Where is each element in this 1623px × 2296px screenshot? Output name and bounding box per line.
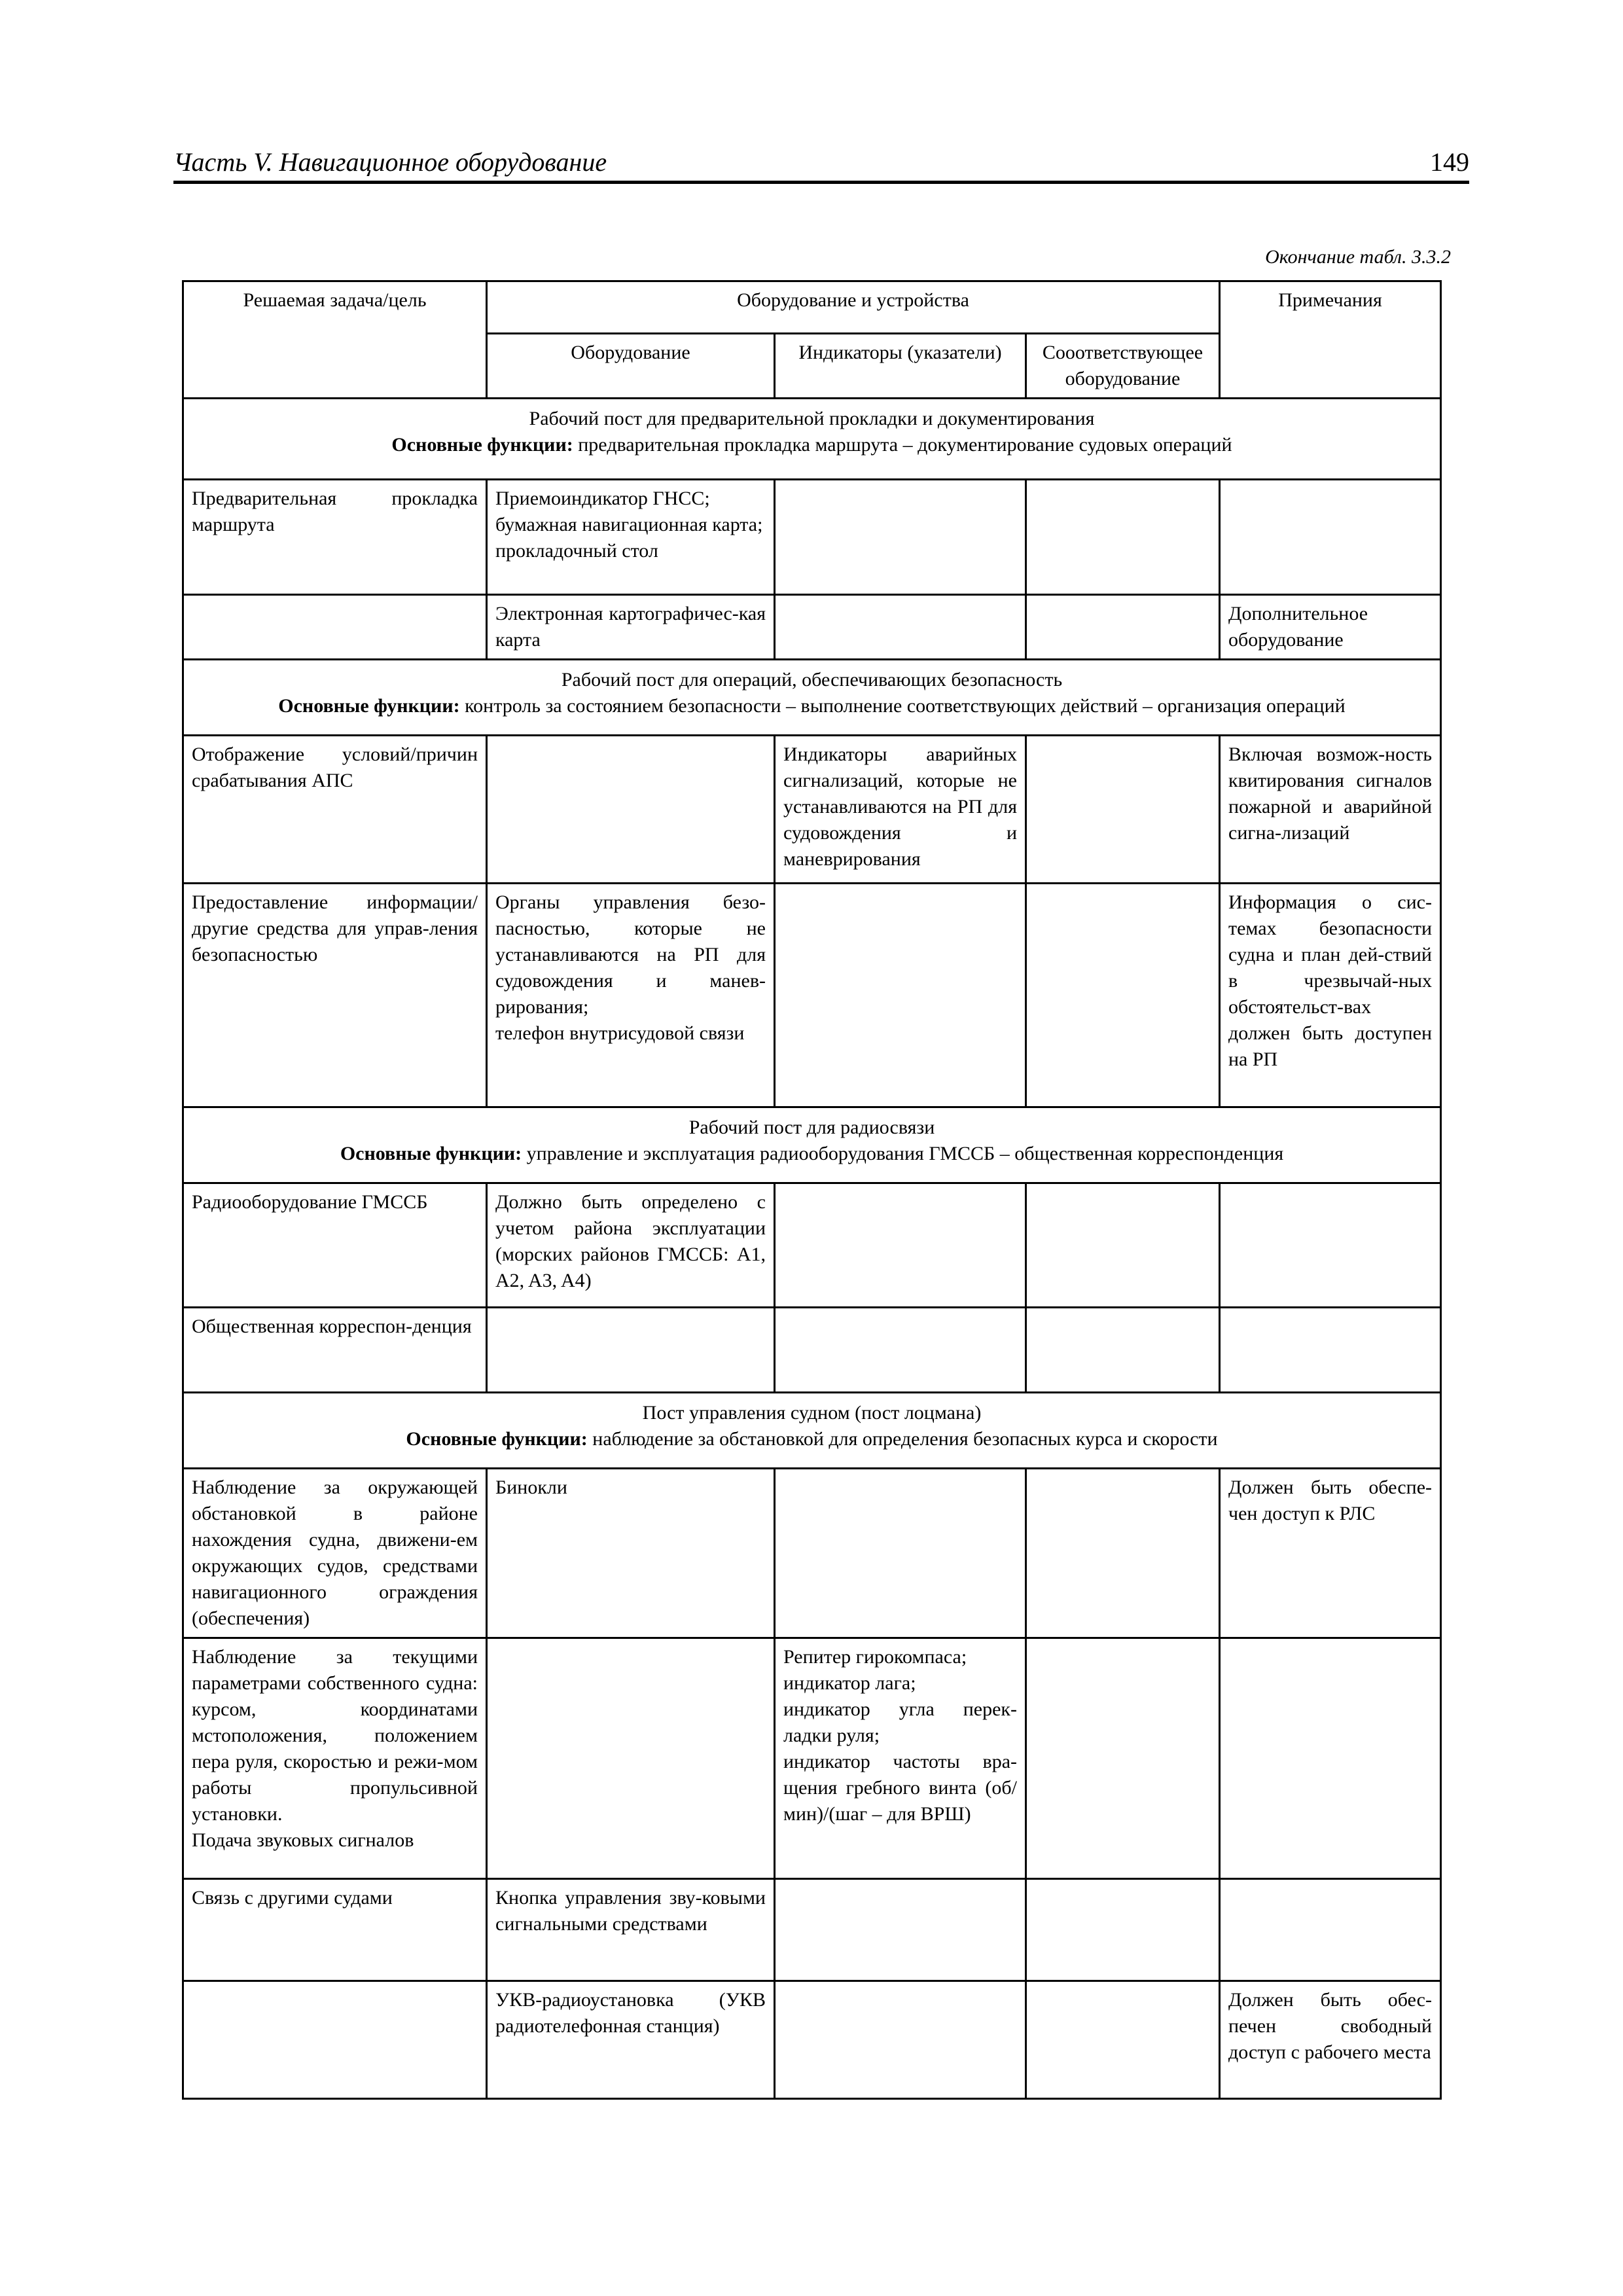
cell-indicators <box>775 480 1026 595</box>
section-header <box>183 660 1441 736</box>
section-title: Рабочий пост для предварительной прокладки и документирования <box>529 408 1095 429</box>
header-task: Решаемая задача/цель <box>183 281 487 399</box>
section-functions-label: Основные функции: <box>391 434 573 456</box>
section-functions-text: наблюдение за обстановкой для определения безопасных курса и скорости <box>592 1428 1218 1450</box>
cell-indicators <box>775 736 1026 884</box>
cell-related <box>1026 1879 1220 1981</box>
table-row <box>183 1308 1441 1393</box>
section-functions-text: предварительная прокладка маршрута – документирование судовых операций <box>578 434 1232 456</box>
section-header <box>183 1107 1441 1183</box>
cell-notes-text: Включая возмож-ность квитирования сигналов пожарной и аварийной сигна-лизаций <box>1228 744 1432 844</box>
cell-equipment <box>487 736 775 884</box>
section-title: Рабочий пост для операций, обеспечивающих безопасность <box>561 669 1063 691</box>
section-functions-text: управление и эксплуатация радиооборудования ГМССБ – общественная корреспонденция <box>526 1143 1284 1164</box>
cell-notes-text: Должен быть обеспе-чен доступ к РЛС <box>1228 1477 1432 1524</box>
cell-equipment <box>487 1879 775 1981</box>
section-title: Пост управления судном (пост лоцмана) <box>642 1402 982 1424</box>
section-functions-label: Основные функции: <box>406 1428 588 1450</box>
header-notes: Примечания <box>1220 281 1441 399</box>
cell-task-text: Предоставление информации/ другие средства для управ-ления безопасностью <box>192 891 478 965</box>
cell-related <box>1026 884 1220 1107</box>
table-row <box>183 1469 1441 1638</box>
cell-notes <box>1220 1469 1441 1638</box>
cell-indicators <box>775 884 1026 1107</box>
cell-notes <box>1220 884 1441 1107</box>
cell-related <box>1026 1469 1220 1638</box>
cell-indicators <box>775 595 1026 660</box>
cell-task <box>183 1981 487 2099</box>
cell-notes-text: Дополнительное оборудование <box>1228 603 1368 651</box>
section-functions-label: Основные функции: <box>278 695 460 717</box>
cell-notes <box>1220 1183 1441 1308</box>
cell-task-text: Наблюдение за текущими параметрами собственного судна: курсом, координатами мстоположения, положением пера руля, скоростью и режи-мом работы пропульсивной установки. Подача звуковых сигналов <box>192 1646 478 1851</box>
section-title: Рабочий пост для радиосвязи <box>688 1117 935 1138</box>
section-row <box>183 1107 1441 1183</box>
cell-notes <box>1220 1981 1441 2099</box>
header-indicators: Индикаторы (указатели) <box>775 334 1026 399</box>
cell-indicators <box>775 1183 1026 1308</box>
cell-indicators <box>775 1981 1026 2099</box>
section-row <box>183 399 1441 480</box>
cell-related <box>1026 1308 1220 1393</box>
cell-related <box>1026 595 1220 660</box>
cell-equipment-text: Кнопка управления зву-ковыми сигнальными средствами <box>495 1887 766 1935</box>
header-equipment: Оборудование <box>487 334 775 399</box>
cell-task <box>183 1638 487 1879</box>
table-row <box>183 736 1441 884</box>
cell-task <box>183 1879 487 1981</box>
cell-equipment-text: Органы управления безо-пасностью, которые не устанавливаются на РП для судовождения и манев-рирования; телефон внутрисудовой связи <box>495 891 766 1044</box>
header-related: Сооответствующее оборудование <box>1026 334 1220 399</box>
table-row <box>183 1981 1441 2099</box>
cell-equipment-text: Бинокли <box>495 1477 567 1498</box>
table-caption: Окончание табл. 3.3.2 <box>1265 246 1451 268</box>
cell-equipment <box>487 480 775 595</box>
cell-equipment-text: УКВ-радиоустановка (УКВ радиотелефонная станция) <box>495 1989 766 2037</box>
section-header <box>183 1393 1441 1469</box>
cell-task <box>183 1183 487 1308</box>
cell-equipment <box>487 1981 775 2099</box>
cell-notes <box>1220 595 1441 660</box>
cell-equipment-text: Приемоиндикатор ГНСС; бумажная навигационная карта; прокладочный стол <box>495 488 763 562</box>
cell-indicators <box>775 1469 1026 1638</box>
cell-task <box>183 884 487 1107</box>
section-functions <box>187 693 1437 719</box>
cell-task <box>183 736 487 884</box>
cell-notes-text: Должен быть обес-печен свободный доступ с рабочего места <box>1228 1989 1432 2063</box>
cell-indicators <box>775 1638 1026 1879</box>
cell-indicators <box>775 1308 1026 1393</box>
cell-equipment <box>487 1308 775 1393</box>
section-functions <box>187 1141 1437 1167</box>
cell-task-text: Общественная корреспон-денция <box>192 1316 472 1337</box>
cell-notes <box>1220 1308 1441 1393</box>
cell-related <box>1026 1981 1220 2099</box>
page-number: 149 <box>1430 147 1469 177</box>
cell-related <box>1026 1183 1220 1308</box>
cell-equipment <box>487 1183 775 1308</box>
table-row <box>183 1638 1441 1879</box>
cell-task-text: Наблюдение за окружающей обстановкой в районе нахождения судна, движени-ем окружающих судов, средствами навигационного ограждения (обеспечения) <box>192 1477 478 1629</box>
section-row <box>183 660 1441 736</box>
cell-equipment <box>487 1469 775 1638</box>
section-functions-label: Основные функции: <box>340 1143 522 1164</box>
running-head-title: Часть V. Навигационное оборудование <box>173 147 607 177</box>
cell-task-text: Предварительная прокладка маршрута <box>192 488 478 535</box>
table-row <box>183 1879 1441 1981</box>
cell-related <box>1026 480 1220 595</box>
cell-task-text: Связь с другими судами <box>192 1887 393 1909</box>
table-row <box>183 480 1441 595</box>
cell-task <box>183 480 487 595</box>
header-row-1 <box>183 281 1441 334</box>
cell-notes <box>1220 480 1441 595</box>
section-header <box>183 399 1441 480</box>
header-equipment-group: Оборудование и устройства <box>487 281 1220 334</box>
section-functions-text: контроль за состоянием безопасности – выполнение соответствующих действий – организация операций <box>465 695 1346 717</box>
section-functions <box>187 432 1437 458</box>
table-row <box>183 1183 1441 1308</box>
table-row <box>183 884 1441 1107</box>
cell-notes <box>1220 736 1441 884</box>
section-functions <box>187 1426 1437 1452</box>
cell-equipment <box>487 595 775 660</box>
cell-notes-text: Информация о сис-темах безопасности судна и план дей-ствий в чрезвычай-ных обстоятельст-вах должен быть доступен на РП <box>1228 891 1432 1070</box>
cell-related <box>1026 736 1220 884</box>
cell-related <box>1026 1638 1220 1879</box>
cell-indicators-text: Репитер гирокомпаса; индикатор лага; индикатор угла перек-ладки руля; индикатор частоты вра-щения гребного винта (об/мин)/(шаг – для ВРШ) <box>783 1646 1017 1825</box>
cell-task <box>183 595 487 660</box>
cell-equipment <box>487 884 775 1107</box>
cell-equipment <box>487 1638 775 1879</box>
cell-task-text: Отображение условий/причин срабатывания АПС <box>192 744 478 791</box>
table-row <box>183 595 1441 660</box>
cell-notes <box>1220 1879 1441 1981</box>
cell-indicators-text: Индикаторы аварийных сигнализаций, которые не устанавливаются на РП для судовождения и маневрирования <box>783 744 1017 870</box>
cell-task <box>183 1469 487 1638</box>
cell-notes <box>1220 1638 1441 1879</box>
section-row <box>183 1393 1441 1469</box>
cell-task-text: Радиооборудование ГМССБ <box>192 1191 428 1213</box>
equipment-table <box>182 280 1442 2100</box>
cell-indicators <box>775 1879 1026 1981</box>
cell-equipment-text: Должно быть определено с учетом района эксплуатации (морских районов ГМССБ: A1, A2, A3, A4) <box>495 1191 766 1291</box>
cell-equipment-text: Электронная картографичес-кая карта <box>495 603 766 651</box>
page-header <box>173 144 1469 184</box>
cell-task <box>183 1308 487 1393</box>
